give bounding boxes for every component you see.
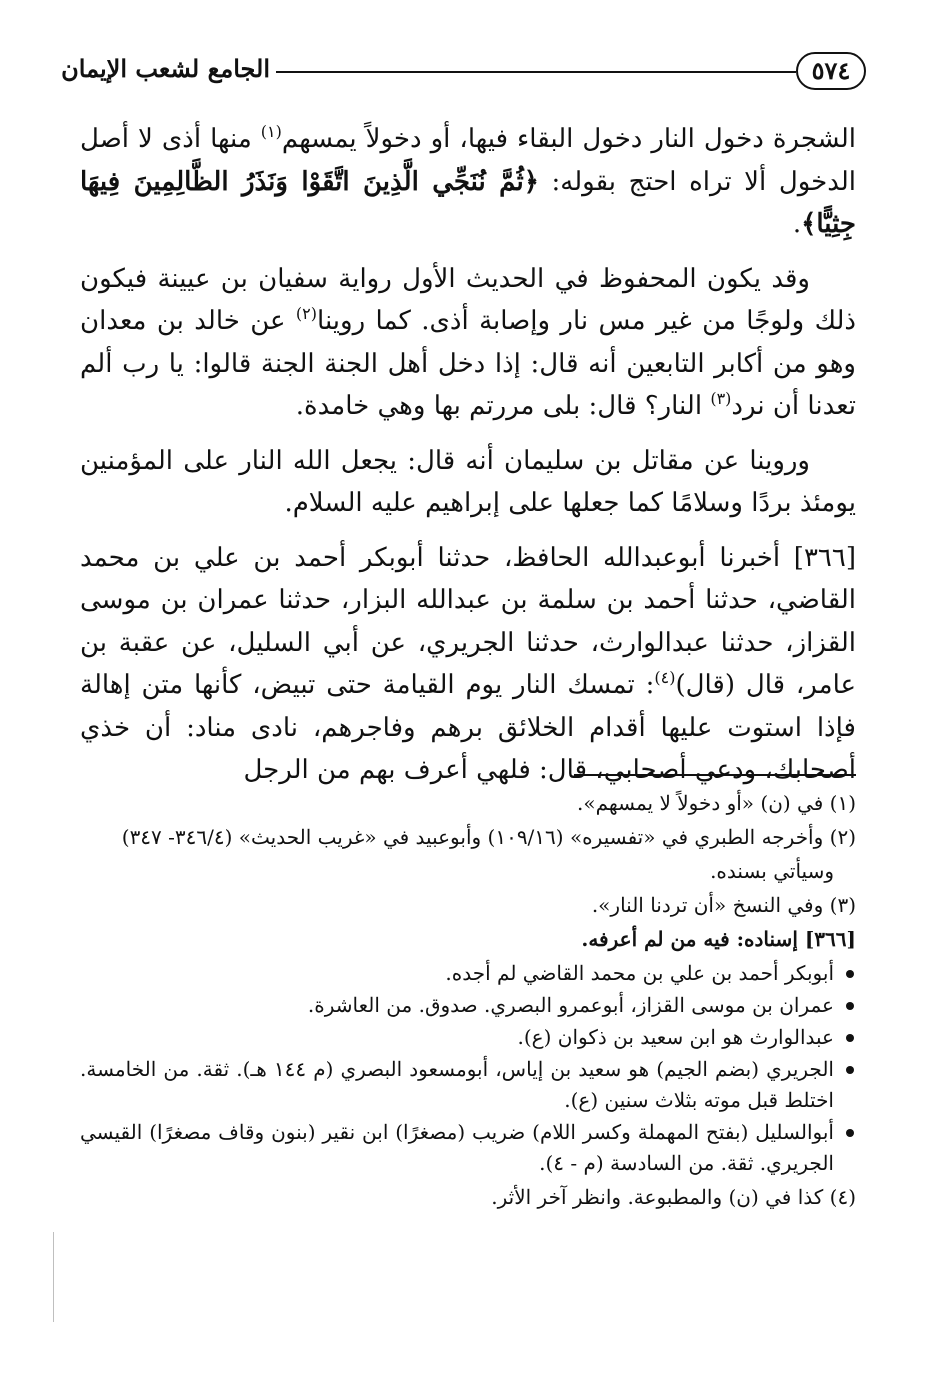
- footnote-1: (١) في (ن) «أو دخولاً لا يمسهم».: [577, 791, 856, 815]
- bullet-icon: [846, 1002, 854, 1010]
- main-text: [80, 118, 856, 792]
- footnote-2: (٢) وأخرجه الطبري في «تفسيره» (١٠٩/١٦) وأبوعبيد في «غريب الحديث» (٣٤٦/٤- ٣٤٧): [121, 825, 856, 849]
- footnote-4: (٤) كذا في (ن) والمطبوعة. وانظر آخر الأثر.: [491, 1185, 856, 1209]
- isnad-heading: [٣٦٦] إسناده: فيه من لم أعرفه.: [581, 927, 856, 951]
- page-number: ٥٧٤: [796, 52, 866, 90]
- page-header: [61, 46, 856, 96]
- paragraph-4: [٣٦٦] أخبرنا أبوعبدالله الحافظ، حدثنا أبوبكر أحمد بن علي بن محمد القاضي، حدثنا أحمد بن سلمة بن عبدالله البزار، حدثنا عمران بن موسى القزاز، حدثنا عبدالوارث، حدثنا الجريري، عن أبي السليل، عن عقبة بن عامر، قال (قال)$^{(٤)}$: تمسك النار يوم القيامة حتى تبيض، كأنها متن إهالة فإذا استوت عليها أقدام الخلائق برهم وفاجرهم، نادى مناد: أن خذي أصحابك، ودعي أصحابي، قال: فلهي أعرف بهم من الرجل: [80, 542, 857, 785]
- footnote-ref-1: (١): [260, 122, 282, 141]
- bullet-icon: [846, 970, 854, 978]
- scan-margin-line: [53, 1232, 54, 1322]
- header-rule: [276, 71, 796, 73]
- footnote-ref-4: (٤): [654, 668, 676, 687]
- list-item: أبوالسليل (بفتح المهملة وكسر اللام) ضريب (مصغرًا) ابن نقير (بنون وقاف مصغرًا) القيسي الجريري. ثقة. من السادسة (م - ٤).: [80, 1117, 856, 1179]
- footnotes: [80, 788, 856, 1216]
- bullet-icon: [846, 1129, 854, 1137]
- footnote-separator: [574, 774, 856, 776]
- footnote-3: (٣) وفي النسخ «أن تردنا النار».: [591, 893, 856, 917]
- paragraph-3: وروينا عن مقاتل بن سليمان أنه قال: يجعل الله النار على المؤمنين يومئذ بردًا وسلامًا كما جعلها على إبراهيم عليه السلام.: [80, 445, 856, 518]
- quran-verse: ﴿ثُمَّ نُنَجِّي الَّذِينَ اتَّقَوْا وَنَذَرُ الظَّالِمِينَ فِيهَا جِثِيًّا﴾: [80, 166, 856, 239]
- running-title: الجامع لشعب الإيمان: [61, 54, 270, 83]
- paragraph-2: وقد يكون المحفوظ في الحديث الأول رواية سفيان بن عيينة فيكون ذلك ولوجًا من غير مس نار وإصابة أذى. كما روينا$^{(٢)}$ عن خالد بن معدان وهو من أكابر التابعين أنه قال: إذا دخل أهل الجنة الجنة قالوا: يا رب ألم تعدنا أن نرد$^{(٣)}$ النار؟ قال: بلى مررتم بها وهي خامدة.: [80, 263, 857, 421]
- footnote-2-continuation: وسيأتي بسنده.: [710, 859, 834, 883]
- bullet-icon: [846, 1034, 854, 1042]
- paragraph-1: الشجرة دخول النار دخول البقاء فيها، أو دخولاً يمسهم$^{(١)}$ منها أذى لا أصل الدخول ألا تراه احتج بقوله: ﴿ثُمَّ نُنَجِّي الَّذِينَ اتَّقَوْا وَنَذَرُ الظَّالِمِينَ فِيهَا جِثِيًّا﴾.: [80, 122, 857, 239]
- list-item: الجريري (بضم الجيم) هو سعيد بن إياس، أبومسعود البصري (م ١٤٤ هـ). ثقة. من الخامسة. اختلط قبل موته بثلاث سنين (ع).: [80, 1054, 856, 1116]
- footnote-ref-3: (٣): [710, 389, 732, 408]
- narrator-list: [80, 958, 856, 1179]
- bullet-icon: [846, 1066, 854, 1074]
- list-item: أبوبكر أحمد بن علي بن محمد القاضي لم أجده.: [80, 958, 856, 989]
- footnote-ref-2: (٢): [295, 304, 318, 323]
- list-item: عمران بن موسى القزاز، أبوعمرو البصري. صدوق. من العاشرة.: [80, 990, 856, 1021]
- list-item: عبدالوارث هو ابن سعيد بن ذكوان (ع).: [80, 1022, 856, 1053]
